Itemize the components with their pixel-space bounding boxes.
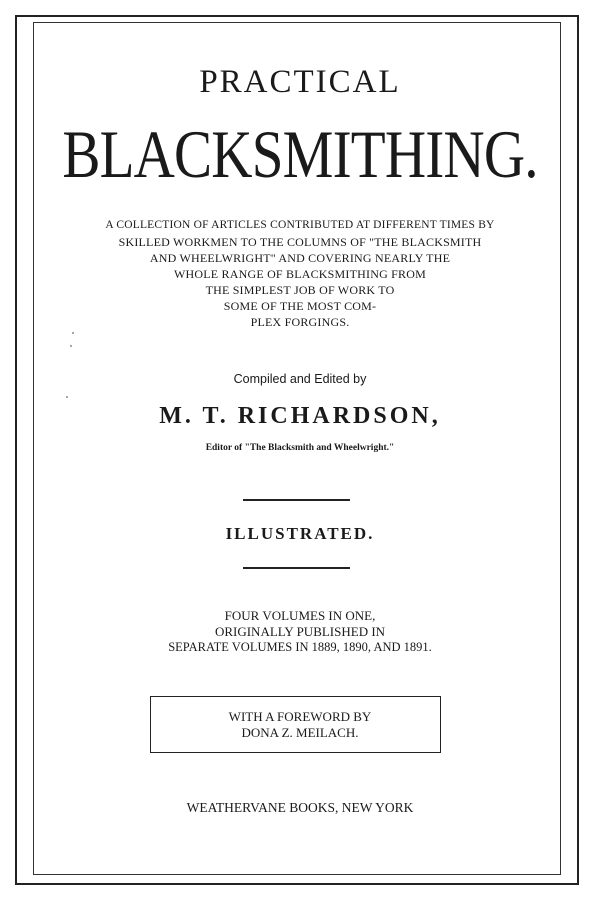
- description-line-5: THE SIMPLEST JOB OF WORK TO: [205, 283, 395, 297]
- title-line-1: PRACTICAL: [199, 64, 401, 100]
- print-speck: [72, 332, 74, 334]
- author-role: Editor of "The Blacksmith and Wheelwright.": [205, 443, 395, 453]
- volumes-line-2: ORIGINALLY PUBLISHED IN: [214, 624, 386, 639]
- divider-rule-top: [243, 499, 350, 501]
- compiled-by-label: Compiled and Edited by: [233, 372, 367, 386]
- description-line-7: PLEX FORGINGS.: [250, 315, 350, 329]
- foreword-line-2: DONA Z. MEILACH.: [241, 725, 359, 740]
- author-name: M. T. RICHARDSON,: [159, 403, 441, 429]
- description-line-1: A COLLECTION OF ARTICLES CONTRIBUTED AT DIFFERENT TIMES BY: [105, 219, 495, 231]
- foreword-line-1: WITH A FOREWORD BY: [228, 709, 372, 724]
- volumes-line-3: SEPARATE VOLUMES IN 1889, 1890, AND 1891.: [168, 640, 432, 654]
- title-line-2: BLACKSMITHING.: [62, 116, 538, 192]
- publisher-line: WEATHERVANE BOOKS, NEW YORK: [186, 800, 414, 815]
- illustrated-label: ILLUSTRATED.: [225, 524, 375, 543]
- description-line-2: SKILLED WORKMEN TO THE COLUMNS OF "THE BLACKSMITH: [118, 235, 482, 249]
- volumes-line-1: FOUR VOLUMES IN ONE,: [224, 608, 376, 623]
- description-line-6: SOME OF THE MOST COM-: [223, 299, 377, 313]
- description-line-4: WHOLE RANGE OF BLACKSMITHING FROM: [174, 267, 426, 281]
- print-speck: [70, 345, 72, 347]
- divider-rule-bottom: [243, 567, 350, 569]
- description-line-3: AND WHEELWRIGHT" AND COVERING NEARLY THE: [149, 251, 451, 265]
- print-speck: [66, 396, 68, 398]
